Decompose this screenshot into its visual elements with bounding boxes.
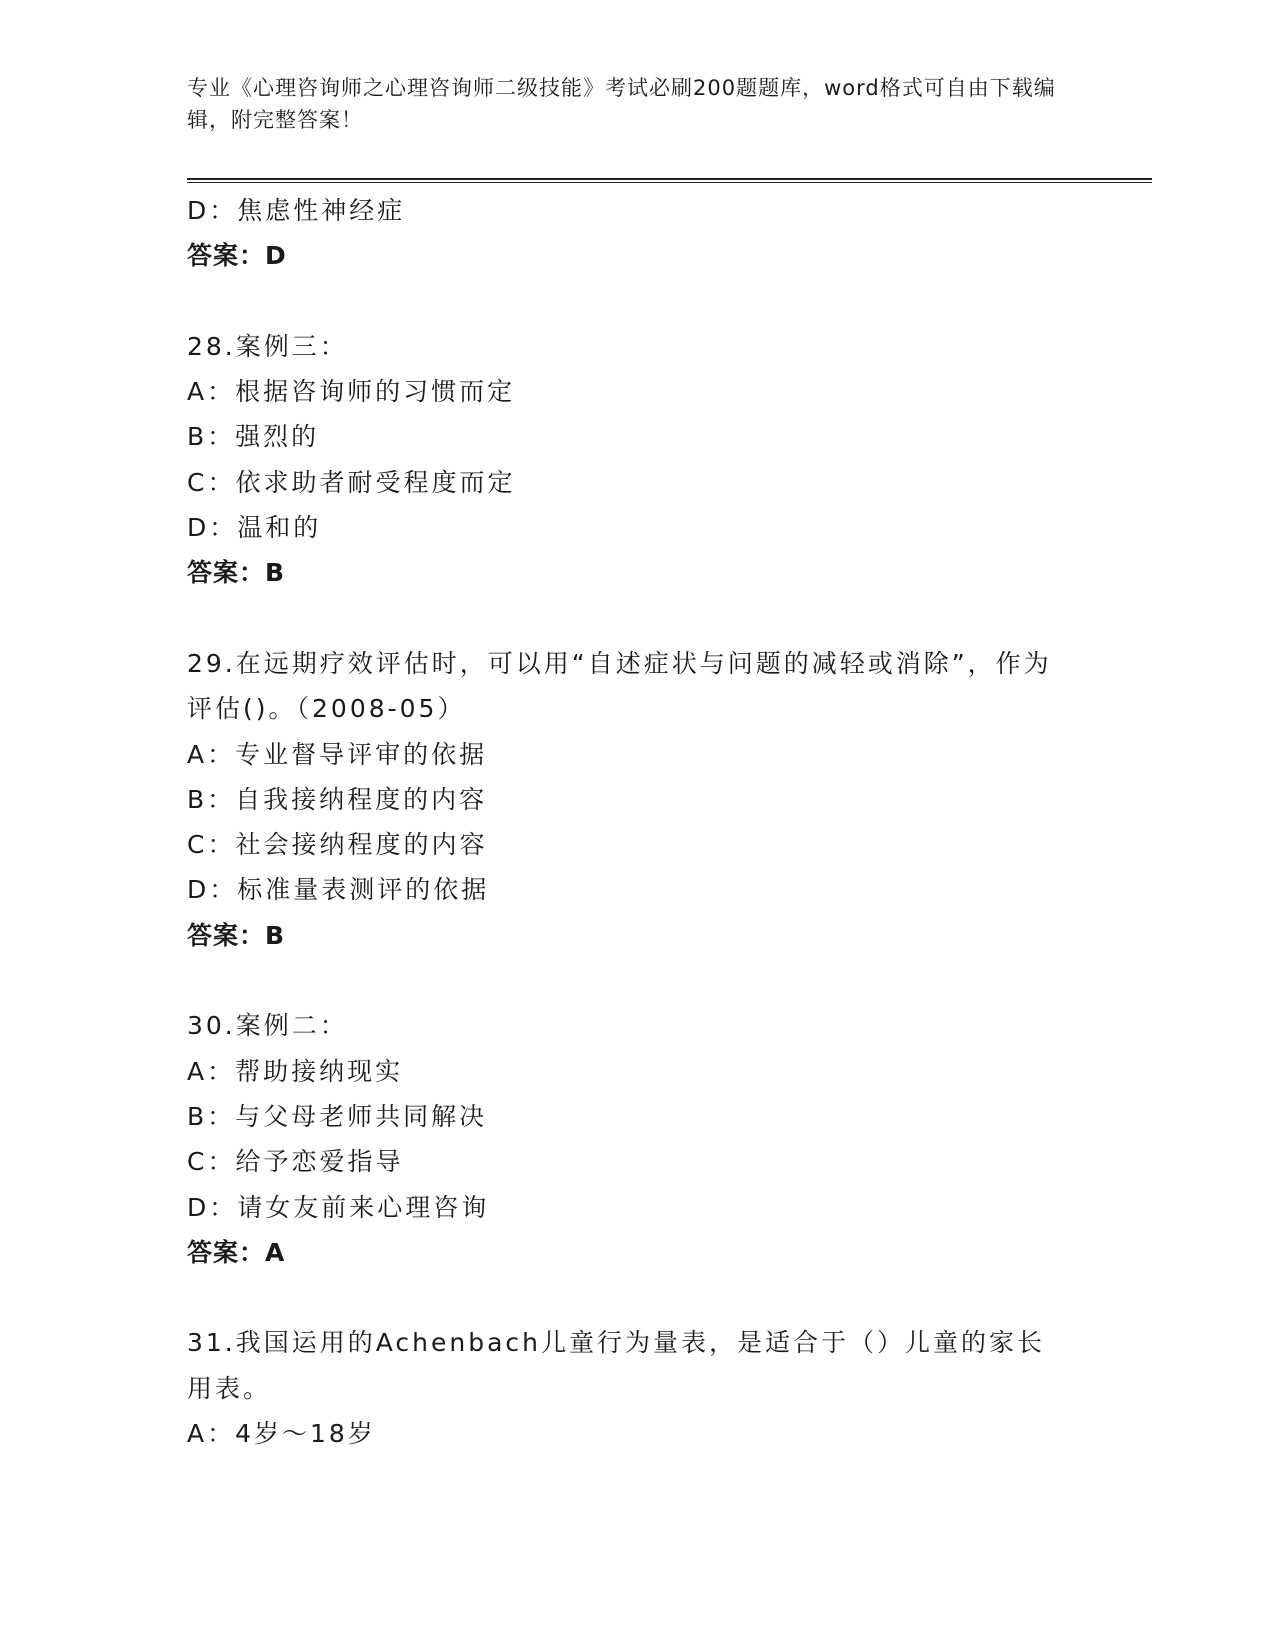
option-c: C：社会接纳程度的内容 [187, 830, 488, 860]
option-d: D：标准量表测评的依据 [187, 875, 490, 905]
option-d: D：焦虑性神经症 [187, 196, 406, 225]
answer-line: 答案：B [187, 920, 286, 950]
option-a: A：专业督导评审的依据 [187, 739, 488, 769]
question-list [187, 188, 1087, 1456]
option-c: C：依求助者耐受程度而定 [187, 467, 516, 497]
page-header: 专业《心理咨询师之心理咨询师二级技能》考试必刷200题题库，word格式可自由下载编辑，附完整答案！ [187, 76, 1056, 132]
option-a: A：帮助接纳现实 [187, 1056, 404, 1086]
question-stem: 28.案例三： [187, 331, 348, 361]
option-c: C：给予恋爱指导 [187, 1147, 404, 1177]
option-b: B：自我接纳程度的内容 [187, 784, 488, 814]
answer-line: 答案：D [187, 241, 287, 271]
answer-line: 答案：A [187, 1237, 286, 1267]
option-d: D：请女友前来心理咨询 [187, 1192, 490, 1222]
header-divider [187, 178, 1152, 183]
question-stem: 29.在远期疗效评估时，可以用“自述症状与问题的减轻或消除”，作为评估()。（2008-05） [187, 648, 1052, 724]
option-a: A：4岁～18岁 [187, 1419, 376, 1449]
spacer [187, 596, 1087, 641]
option-b: B：与父母老师共同解决 [187, 1101, 488, 1131]
answer-line: 答案：B [187, 558, 286, 588]
spacer [187, 1275, 1087, 1320]
option-a: A：根据咨询师的习惯而定 [187, 377, 516, 407]
question-stem: 31.我国运用的Achenbach儿童行为量表，是适合于（）儿童的家长用表。 [187, 1328, 1046, 1403]
option-d: D：温和的 [187, 513, 322, 543]
option-b: B：强烈的 [187, 422, 320, 452]
spacer [187, 279, 1087, 324]
question-stem: 30.案例二： [187, 1011, 348, 1041]
spacer [187, 958, 1087, 1003]
